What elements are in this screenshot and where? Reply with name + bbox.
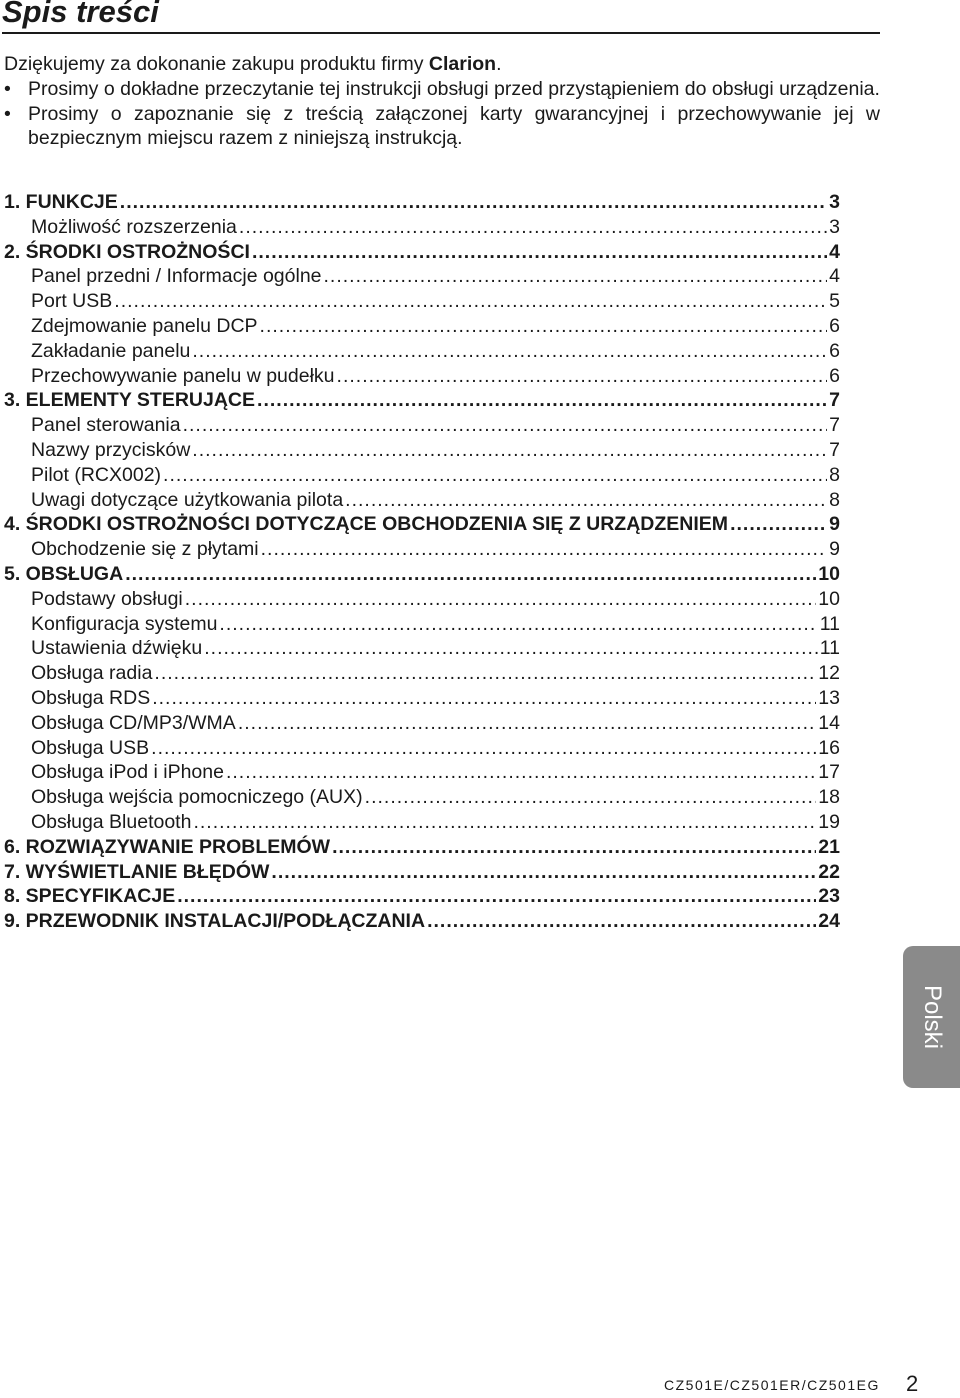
dot-leader xyxy=(154,661,816,686)
toc-entry-label: Obsługa CD/MP3/WMA xyxy=(31,711,236,734)
toc-entry-label: Obchodzenie się z płytami xyxy=(31,538,259,561)
toc-entry-label: 8. SPECYFIKACJE xyxy=(4,885,176,908)
toc-entry-label: 5. OBSŁUGA xyxy=(4,562,124,585)
toc-section-entry xyxy=(4,810,840,835)
dot-leader xyxy=(177,884,816,909)
toc-entry-label: Obsługa USB xyxy=(31,736,150,759)
toc-entry-label: Pilot (RCX002) xyxy=(31,463,162,486)
toc-entry-label: Możliwość rozszerzenia xyxy=(31,215,237,238)
dot-leader xyxy=(151,736,816,761)
toc-chapter-entry xyxy=(4,240,840,265)
toc-section-entry xyxy=(4,488,840,513)
toc-entry-label: Konfiguracja systemu xyxy=(31,612,218,635)
toc-section-entry xyxy=(4,289,840,314)
dot-leader xyxy=(252,240,827,265)
toc-entry-page: 16 xyxy=(818,736,840,759)
toc-entry-page: 21 xyxy=(818,835,840,858)
dot-leader xyxy=(204,636,818,661)
toc-section-entry xyxy=(4,785,840,810)
toc-entry-page: 12 xyxy=(818,662,840,685)
toc-entry-page: 9 xyxy=(829,538,840,561)
toc-entry-page: 8 xyxy=(829,488,840,511)
toc-entry-label: 3. ELEMENTY STERUJĄCE xyxy=(4,389,256,412)
dot-leader xyxy=(257,388,827,413)
toc-section-entry xyxy=(4,413,840,438)
toc-chapter-entry xyxy=(4,388,840,413)
dot-leader xyxy=(324,264,828,289)
toc-entry-label: Przechowywanie panelu w pudełku xyxy=(31,364,335,387)
toc-chapter-entry xyxy=(4,884,840,909)
thanks-text: Dziękujemy za dokonanie zakupu produktu firmy xyxy=(4,53,429,75)
toc-entry-label: 1. FUNKCJE xyxy=(4,191,118,213)
dot-leader xyxy=(192,438,827,463)
dot-leader xyxy=(261,537,828,562)
toc-chapter-entry xyxy=(4,190,840,215)
toc-section-entry xyxy=(4,686,840,711)
toc-entry-page: 6 xyxy=(829,364,840,387)
toc-entry-label: Podstawy obsługi xyxy=(31,587,183,610)
dot-leader xyxy=(163,463,827,488)
table-of-contents xyxy=(4,190,840,934)
toc-chapter-entry xyxy=(4,909,840,934)
dot-leader xyxy=(427,909,816,934)
toc-section-entry xyxy=(4,463,840,488)
toc-entry-page: 18 xyxy=(818,786,840,809)
toc-entry-label: Panel sterowania xyxy=(31,414,181,437)
dot-leader xyxy=(219,612,817,637)
toc-section-entry xyxy=(4,264,840,289)
toc-entry-page: 10 xyxy=(818,562,840,585)
dot-leader xyxy=(345,488,827,513)
toc-entry-page: 10 xyxy=(818,587,840,610)
intro-bullet xyxy=(4,102,880,152)
toc-entry-label: Obsługa iPod i iPhone xyxy=(31,761,224,784)
toc-entry-page: 6 xyxy=(829,314,840,337)
toc-entry-page: 3 xyxy=(829,215,840,238)
bullet-icon: • xyxy=(4,102,11,125)
bullet-text: Prosimy o dokładne przeczytanie tej instrukcji obsługi przed przystąpieniem do obsługi urządzenia. xyxy=(28,77,880,100)
toc-entry-label: Nazwy przycisków xyxy=(31,438,191,461)
toc-entry-page: 17 xyxy=(818,761,840,784)
toc-entry-page: 4 xyxy=(829,240,840,263)
page-title xyxy=(2,0,880,34)
toc-section-entry xyxy=(4,760,840,785)
toc-entry-label: Zdejmowanie panelu DCP xyxy=(31,314,258,337)
toc-chapter-entry xyxy=(4,835,840,860)
toc-entry-label: Obsługa RDS xyxy=(31,686,151,709)
toc-section-entry xyxy=(4,339,840,364)
language-tab-label: Polski xyxy=(918,984,946,1050)
toc-entry-page: 22 xyxy=(818,860,840,883)
toc-entry-page: 7 xyxy=(829,414,840,437)
toc-entry-label: Obsługa radia xyxy=(31,662,153,685)
dot-leader xyxy=(271,860,816,885)
toc-chapter-entry xyxy=(4,512,840,537)
dot-leader xyxy=(152,686,816,711)
dot-leader xyxy=(337,364,828,389)
toc-entry-page: 8 xyxy=(829,463,840,486)
thanks-period: . xyxy=(496,53,502,75)
toc-section-entry xyxy=(4,537,840,562)
toc-section-entry xyxy=(4,215,840,240)
toc-section-entry xyxy=(4,438,840,463)
toc-entry-label: 4. ŚRODKI OSTROŻNOŚCI DOTYCZĄCE OBCHODZENIA SIĘ Z URZĄDZENIEM xyxy=(4,513,729,536)
toc-entry-label: Uwagi dotyczące użytkowania pilota xyxy=(31,488,344,511)
dot-leader xyxy=(365,785,817,810)
toc-entry-label: Port USB xyxy=(31,290,113,313)
toc-entry-page: 24 xyxy=(818,910,840,933)
toc-section-entry xyxy=(4,587,840,612)
dot-leader xyxy=(120,190,827,215)
dot-leader xyxy=(260,314,828,339)
toc-section-entry xyxy=(4,736,840,761)
toc-entry-page: 4 xyxy=(829,265,840,288)
toc-entry-label: 9. PRZEWODNIK INSTALACJI/PODŁĄCZANIA xyxy=(4,910,426,933)
toc-entry-label: 6. ROZWIĄZYWANIE PROBLEMÓW xyxy=(4,835,331,858)
toc-entry-page: 5 xyxy=(829,290,840,313)
toc-entry-page: 7 xyxy=(829,389,840,412)
toc-section-entry xyxy=(4,364,840,389)
toc-entry-label: Panel przedni / Informacje ogólne xyxy=(31,265,322,288)
dot-leader xyxy=(114,289,827,314)
toc-entry-label: 2. ŚRODKI OSTROŻNOŚCI xyxy=(4,240,250,263)
brand-name: Clarion xyxy=(428,53,497,75)
toc-entry-label: Ustawienia dźwięku xyxy=(31,637,203,660)
toc-entry-label: Zakładanie panelu xyxy=(31,339,191,362)
toc-entry-page: 11 xyxy=(819,637,840,660)
dot-leader xyxy=(125,562,816,587)
footer-page-number: 2 xyxy=(906,1371,919,1396)
dot-leader xyxy=(193,810,816,835)
dot-leader xyxy=(226,760,816,785)
toc-entry-page: 3 xyxy=(829,191,840,213)
toc-entry-page: 6 xyxy=(829,339,840,362)
toc-entry-page: 13 xyxy=(818,686,840,709)
language-tab xyxy=(903,946,960,1088)
toc-section-entry xyxy=(4,612,840,637)
toc-chapter-entry xyxy=(4,860,840,885)
page-title-text: Spis treści xyxy=(2,0,159,29)
dot-leader xyxy=(730,512,827,537)
bullet-icon: • xyxy=(4,77,11,100)
dot-leader xyxy=(185,587,817,612)
toc-entry-page: 19 xyxy=(818,810,840,833)
thanks-line xyxy=(4,52,880,77)
toc-section-entry xyxy=(4,636,840,661)
toc-chapter-entry xyxy=(4,562,840,587)
toc-entry-page: 23 xyxy=(818,885,840,908)
dot-leader xyxy=(332,835,816,860)
toc-entry-page: 7 xyxy=(829,438,840,461)
footer-model-numbers: CZ501E/CZ501ER/CZ501EG xyxy=(664,1377,880,1393)
toc-entry-label: Obsługa wejścia pomocniczego (AUX) xyxy=(31,786,363,809)
toc-entry-label: Obsługa Bluetooth xyxy=(31,810,192,833)
dot-leader xyxy=(183,413,828,438)
toc-entry-page: 9 xyxy=(829,513,840,536)
toc-section-entry xyxy=(4,314,840,339)
intro-bullet xyxy=(4,77,880,102)
toc-entry-label: 7. WYŚWIETLANIE BŁĘDÓW xyxy=(4,860,270,883)
toc-section-entry xyxy=(4,711,840,736)
bullet-text: Prosimy o zapoznanie się z treścią załączonej karty gwarancyjnej i przechowywanie jej w bezpiecznym miejscu razem z niniejszą instrukcją. xyxy=(28,102,880,150)
dot-leader xyxy=(238,711,816,736)
toc-section-entry xyxy=(4,661,840,686)
dot-leader xyxy=(192,339,827,364)
dot-leader xyxy=(239,215,827,240)
toc-entry-page: 14 xyxy=(818,711,840,734)
toc-entry-page: 11 xyxy=(819,612,840,635)
intro-section xyxy=(4,52,880,151)
